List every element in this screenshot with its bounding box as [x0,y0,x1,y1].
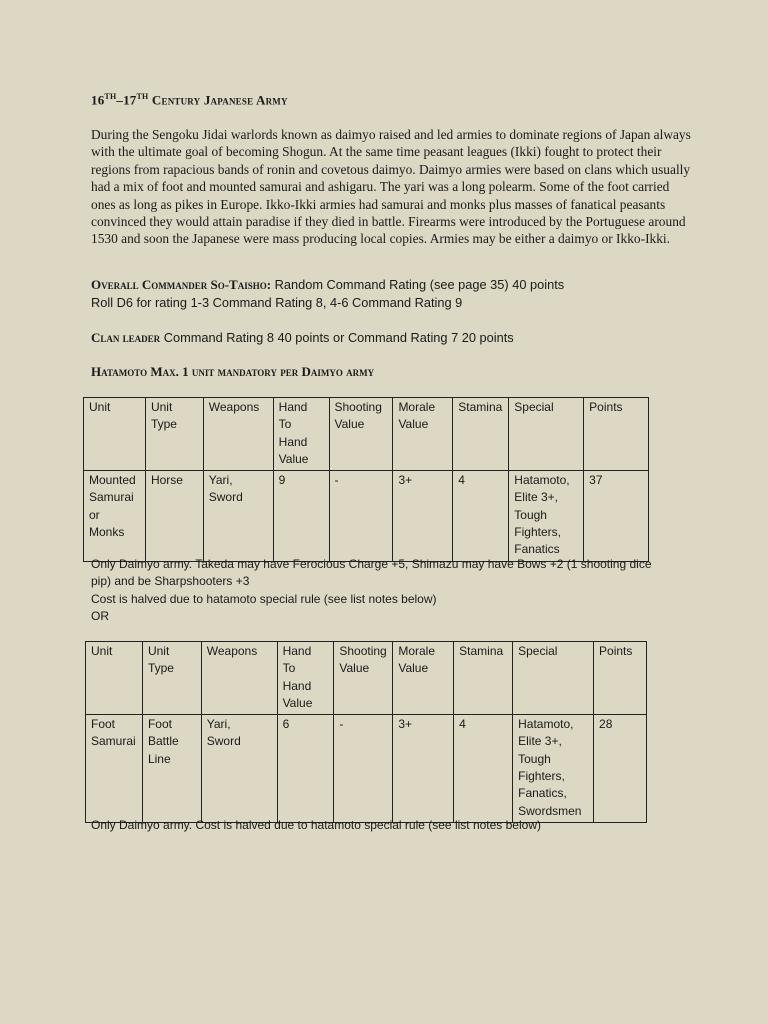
cell-line: Value [278,451,309,466]
page-title: 16TH–17TH Century Japanese Army [91,92,288,108]
hatamoto-heading: Hatamoto Max. 1 unit mandatory per Daimyo army [91,364,375,379]
data-cell-points [584,471,649,561]
cell-line: Sword [206,734,241,749]
header-cell-hand-to-hand [277,642,334,715]
data-cell-shooting [334,715,393,823]
cell-line: Samurai [89,490,134,505]
header-cell-morale [393,398,453,471]
intro-paragraph: During the Sengoku Jidai warlords known as daimyo raised and led armies to dominate regions of Japan always with the ultimate goal of becoming Shogun. At the same time peasant leagues (Ikki) fought to protect their regions from rapacious bands of ronin and covetous daimyo. Daimyo armies were based on clans which usually had a mix of foot and mounted samurai and ashigaru. The yari was a long polearm. Some of the foot carried ones as long as pikes in Europe. Ikko-Ikki armies had samurai and monks plus masses of fanatical peasants convinced they would attain paradise if they died in battle. Firearms were introduced by the Portuguese around 1530 and soon the Japanese were mass producing local copies. Armies may be either a daimyo or Ikko-Ikki. [91,127,691,247]
cell-line: Battle [147,734,179,749]
cell-line: Samurai [91,734,136,749]
cell-line: 3+ [398,473,413,488]
header-cell-unit-type [145,398,203,471]
table-row [86,715,647,823]
cell-line: Unit [150,400,173,414]
cell-line: Value [334,417,365,432]
data-cell-points [594,715,647,823]
commander-roll: Roll D6 for rating 1-3 Command Rating 8, 4-6 Command Rating 9 [91,295,463,310]
table-header-row [84,398,649,471]
cell-line: 6 [282,717,290,732]
cell-line: Unit [89,400,111,414]
cell-line: Monks [89,525,125,540]
cell-line: Stamina [458,400,503,414]
cell-line: 28 [599,717,613,732]
header-cell-points [584,398,649,471]
data-cell-shooting [329,471,393,561]
cell-line: 4 [459,717,466,732]
cell-line: Value [398,661,429,676]
cell-line: Shooting [339,644,387,658]
cell-line: Fighters, [518,769,565,784]
header-cell-unit [84,398,146,471]
cell-line: 9 [278,473,286,488]
cell-line: Weapons [208,400,260,414]
cell-line: Tough [518,751,551,766]
data-cell-unit-type [145,471,203,561]
header-cell-special [513,642,594,715]
data-cell-morale [393,471,453,561]
cell-line: Points [589,400,623,414]
cell-line: 4 [458,473,465,488]
data-cell-hand-to-hand [277,715,334,823]
cell-line: Value [282,695,313,710]
cell-line: Yari, [208,473,233,488]
data-cell-hand-to-hand [273,471,329,561]
or-separator: OR [91,609,109,624]
cell-line: Hatamoto, [518,717,574,732]
header-cell-stamina [453,398,509,471]
clan-leader-line [91,330,514,346]
header-cell-morale [393,642,454,715]
cell-line: Special [514,400,554,414]
commander-text: Random Command Rating (see page 35) 40 points [271,277,565,292]
data-cell-stamina [453,471,509,561]
header-cell-special [509,398,584,471]
cell-line: Type [150,417,177,432]
table2-note: Only Daimyo army. Cost is halved due to hatamoto special rule (see list notes below) [91,818,541,832]
cell-line: Value [398,417,429,432]
cell-line: - [339,717,344,732]
data-cell-unit-type [142,715,201,823]
cell-line: Yari, [206,717,231,732]
cell-line: Morale [398,644,436,658]
cell-line: Shooting [334,400,382,414]
cell-line: Tough [514,507,547,522]
cell-line: Weapons [206,644,258,658]
data-cell-morale [393,715,454,823]
data-cell-unit [84,471,146,561]
table1-note-1: Only Daimyo army. Takeda may have Ferocious Charge +5, Shimazu may have Bows +2 (1 shooting dice [91,557,652,571]
data-cell-special [513,715,594,823]
cell-line: Fanatics, [518,786,567,801]
cell-line: Swordsmen [518,803,582,818]
commander-label: Overall Commander So-Taisho: [91,277,272,292]
clan-leader-text: Command Rating 8 40 points or Command Rating 7 20 points [160,330,514,345]
commander-line [91,277,564,293]
data-cell-stamina [454,715,513,823]
header-cell-weapons [201,642,277,715]
header-cell-hand-to-hand [273,398,329,471]
table-header-row [86,642,647,715]
cell-line: Foot [147,717,172,732]
header-cell-unit [86,642,143,715]
hatamoto-foot-table [85,641,647,823]
cell-line: Fanatics [514,542,560,557]
header-cell-stamina [454,642,513,715]
table1-notes [91,556,652,626]
cell-line: Morale [398,400,436,414]
cell-line: Special [518,644,558,658]
cell-line: Unit [147,644,170,658]
hatamoto-mounted-table [83,397,649,562]
cell-line: Hatamoto, [514,473,570,488]
cell-line: Horse [150,473,183,488]
cell-line: Hand [278,434,308,449]
cell-line: - [334,473,339,488]
header-cell-weapons [203,398,273,471]
cell-line: Sword [208,490,243,505]
cell-line: Hand [282,678,312,693]
cell-line: To [282,661,296,676]
header-cell-shooting [334,642,393,715]
data-cell-special [509,471,584,561]
cell-line: Type [147,661,174,676]
header-cell-points [594,642,647,715]
cell-line: Line [147,751,171,766]
cell-line: 37 [589,473,603,488]
table-row [84,471,649,561]
cell-line: Elite 3+, [514,490,558,505]
cell-line: Points [599,644,633,658]
cell-line: Elite 3+, [518,734,562,749]
cell-line: Fighters, [514,525,561,540]
clan-leader-label: Clan leader [91,330,161,345]
cell-line: To [278,417,292,432]
cell-line: Mounted [89,473,136,488]
cell-line: Hand [278,400,308,414]
cell-line: Stamina [459,644,504,658]
cell-line: Foot [91,717,116,732]
data-cell-weapons [201,715,277,823]
cell-line: Hand [282,644,312,658]
table1-note-3: Cost is halved due to hatamoto special rule (see list notes below) [91,591,437,606]
header-cell-unit-type [142,642,201,715]
cell-line: or [89,507,100,522]
table1-note-2: pip) and be Sharpshooters +3 [91,574,250,589]
header-cell-shooting [329,398,393,471]
cell-line: 3+ [398,717,413,732]
data-cell-weapons [203,471,273,561]
data-cell-unit [86,715,143,823]
cell-line: Value [339,661,370,676]
cell-line: Unit [91,644,113,658]
